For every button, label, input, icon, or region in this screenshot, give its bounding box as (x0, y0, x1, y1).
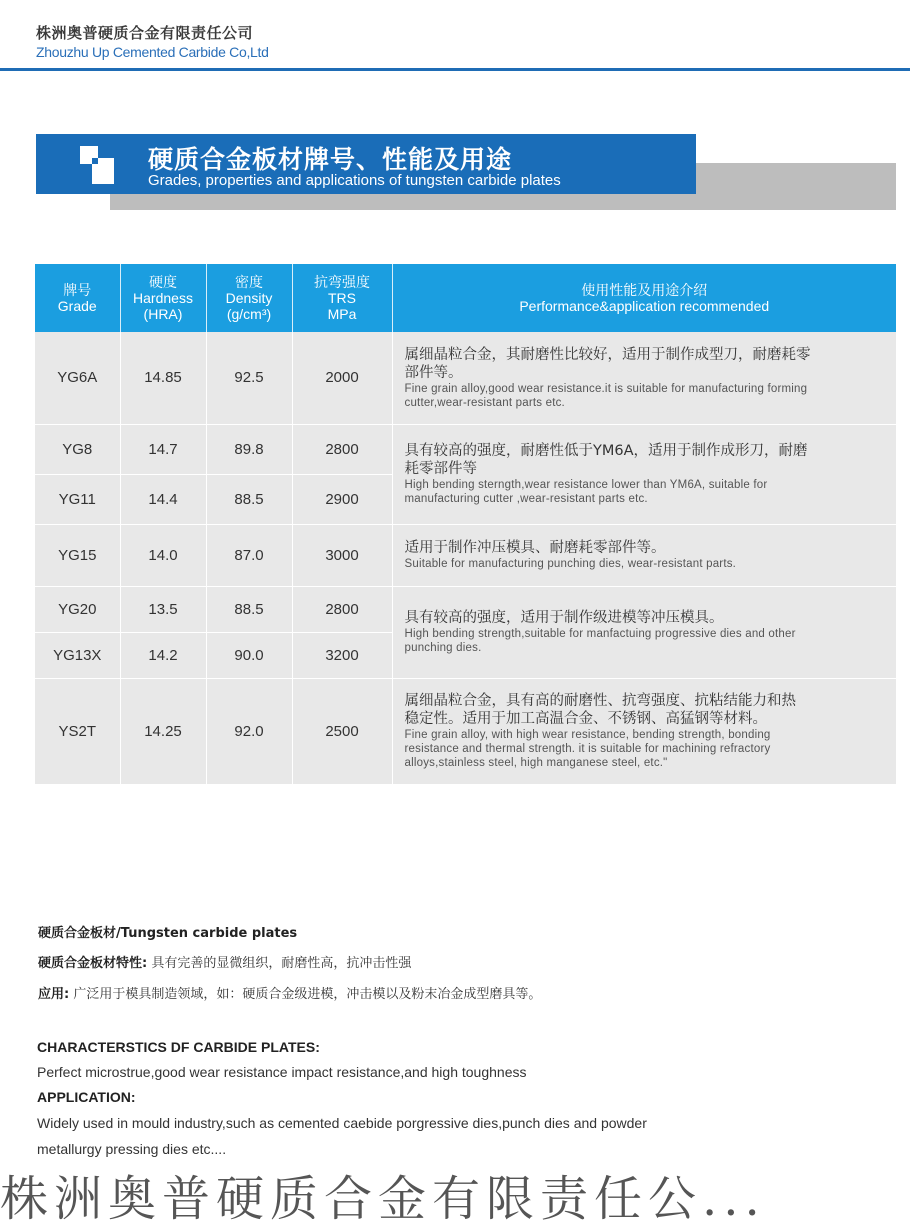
header-divider (0, 68, 910, 71)
header-hardness: 硬度 Hardness (HRA) (120, 264, 206, 332)
cell-grade: YG15 (35, 524, 120, 586)
header-trs: 抗弯强度 TRS MPa (292, 264, 392, 332)
cell-application: 具有较高的强度，适用于制作级进模等冲压模具。 High bending strength,suitable for manfactuing progressive dies and other punching dies. (392, 586, 896, 678)
grades-table (35, 264, 896, 785)
table-header-row (35, 264, 896, 332)
notes-application-cn (38, 983, 541, 1002)
notes-title: 硬质合金板材/Tungsten carbide plates (38, 926, 298, 941)
notes-characteristics-cn (38, 952, 411, 971)
cell-density: 88.5 (206, 474, 292, 524)
company-name-en: Zhouzhu Up Cemented Carbide Co,Ltd (36, 44, 269, 60)
cell-hardness: 14.4 (120, 474, 206, 524)
cell-hardness: 14.85 (120, 332, 206, 424)
characteristics-text: Perfect microstrue,good wear resistance impact resistance,and high toughness (37, 1064, 527, 1080)
section-title-cn: 硬质合金板材牌号、性能及用途 (148, 145, 513, 174)
header-grade: 牌号 Grade (35, 264, 120, 332)
header-application: 使用性能及用途介绍 Performance&application recommended (392, 264, 896, 332)
cell-trs: 2500 (292, 678, 392, 784)
cell-trs: 2900 (292, 474, 392, 524)
notes-application-label: 应用: (38, 987, 70, 1002)
cell-grade: YG6A (35, 332, 120, 424)
cell-density: 92.5 (206, 332, 292, 424)
cell-hardness: 14.0 (120, 524, 206, 586)
header-density: 密度 Density (g/cm³) (206, 264, 292, 332)
application-heading: APPLICATION: (37, 1089, 136, 1105)
section-square-icon (80, 146, 114, 184)
cell-hardness: 14.25 (120, 678, 206, 784)
company-watermark: 株洲奥普硬质合金有限责任公... (0, 1171, 766, 1227)
application-text-line1: Widely used in mould industry,such as cemented caebide porgressive dies,punch dies and powder (37, 1115, 647, 1131)
table-row (35, 524, 896, 586)
company-name-cn: 株洲奥普硬质合金有限责任公司 (36, 24, 254, 42)
cell-application: 属细晶粒合金，其耐磨性比较好，适用于制作成型刀，耐磨耗零 部件等。 Fine grain alloy,good wear resistance.it is suitable for manufacturing forming cutter,wear-resistant parts etc. (392, 332, 896, 424)
characteristics-heading: CHARACTERSTICS DF CARBIDE PLATES: (37, 1039, 320, 1055)
cell-trs: 3200 (292, 632, 392, 678)
cell-grade: YG11 (35, 474, 120, 524)
cell-grade: YG8 (35, 424, 120, 474)
cell-trs: 2800 (292, 424, 392, 474)
notes-characteristics-text: 具有完善的显微组织，耐磨性高，抗冲击性强 (147, 956, 412, 971)
cell-grade: YG13X (35, 632, 120, 678)
notes-application-text: 广泛用于模具制造领域，如：硬质合金级进模，冲击模以及粉末冶金成型磨具等。 (69, 987, 542, 1002)
cell-density: 92.0 (206, 678, 292, 784)
cell-trs: 3000 (292, 524, 392, 586)
cell-trs: 2800 (292, 586, 392, 632)
cell-hardness: 14.2 (120, 632, 206, 678)
cell-density: 89.8 (206, 424, 292, 474)
section-title-en: Grades, properties and applications of tungsten carbide plates (148, 172, 561, 189)
cell-hardness: 13.5 (120, 586, 206, 632)
cell-density: 90.0 (206, 632, 292, 678)
cell-grade: YG20 (35, 586, 120, 632)
notes-characteristics-label: 硬质合金板材特性: (38, 956, 148, 971)
cell-application: 具有较高的强度，耐磨性低于YM6A，适用于制作成形刀，耐磨 耗零部件等 High bending sterngth,wear resistance lower than YM6A, suitable for manufacturing cutter ,wear-resistant parts etc. (392, 424, 896, 524)
cell-density: 87.0 (206, 524, 292, 586)
application-text-line2: metallurgy pressing dies etc.... (37, 1141, 227, 1157)
table-row (35, 332, 896, 424)
cell-density: 88.5 (206, 586, 292, 632)
cell-application: 属细晶粒合金，具有高的耐磨性、抗弯强度、抗粘结能力和热 稳定性。适用于加工高温合金、不锈钢、高猛钢等材料。 Fine grain alloy, with high wear resistance, bending strength, bonding resistance and thermal strength. it is suitable for machining refractory alloys,stainless steel, high manganese steel, etc." (392, 678, 896, 784)
cell-trs: 2000 (292, 332, 392, 424)
table-row (35, 586, 896, 632)
cell-application: 适用于制作冲压模具、耐磨耗零部件等。 Suitable for manufacturing punching dies, wear-resistant parts. (392, 524, 896, 586)
cell-hardness: 14.7 (120, 424, 206, 474)
table-row (35, 424, 896, 474)
table-row (35, 678, 896, 784)
cell-grade: YS2T (35, 678, 120, 784)
